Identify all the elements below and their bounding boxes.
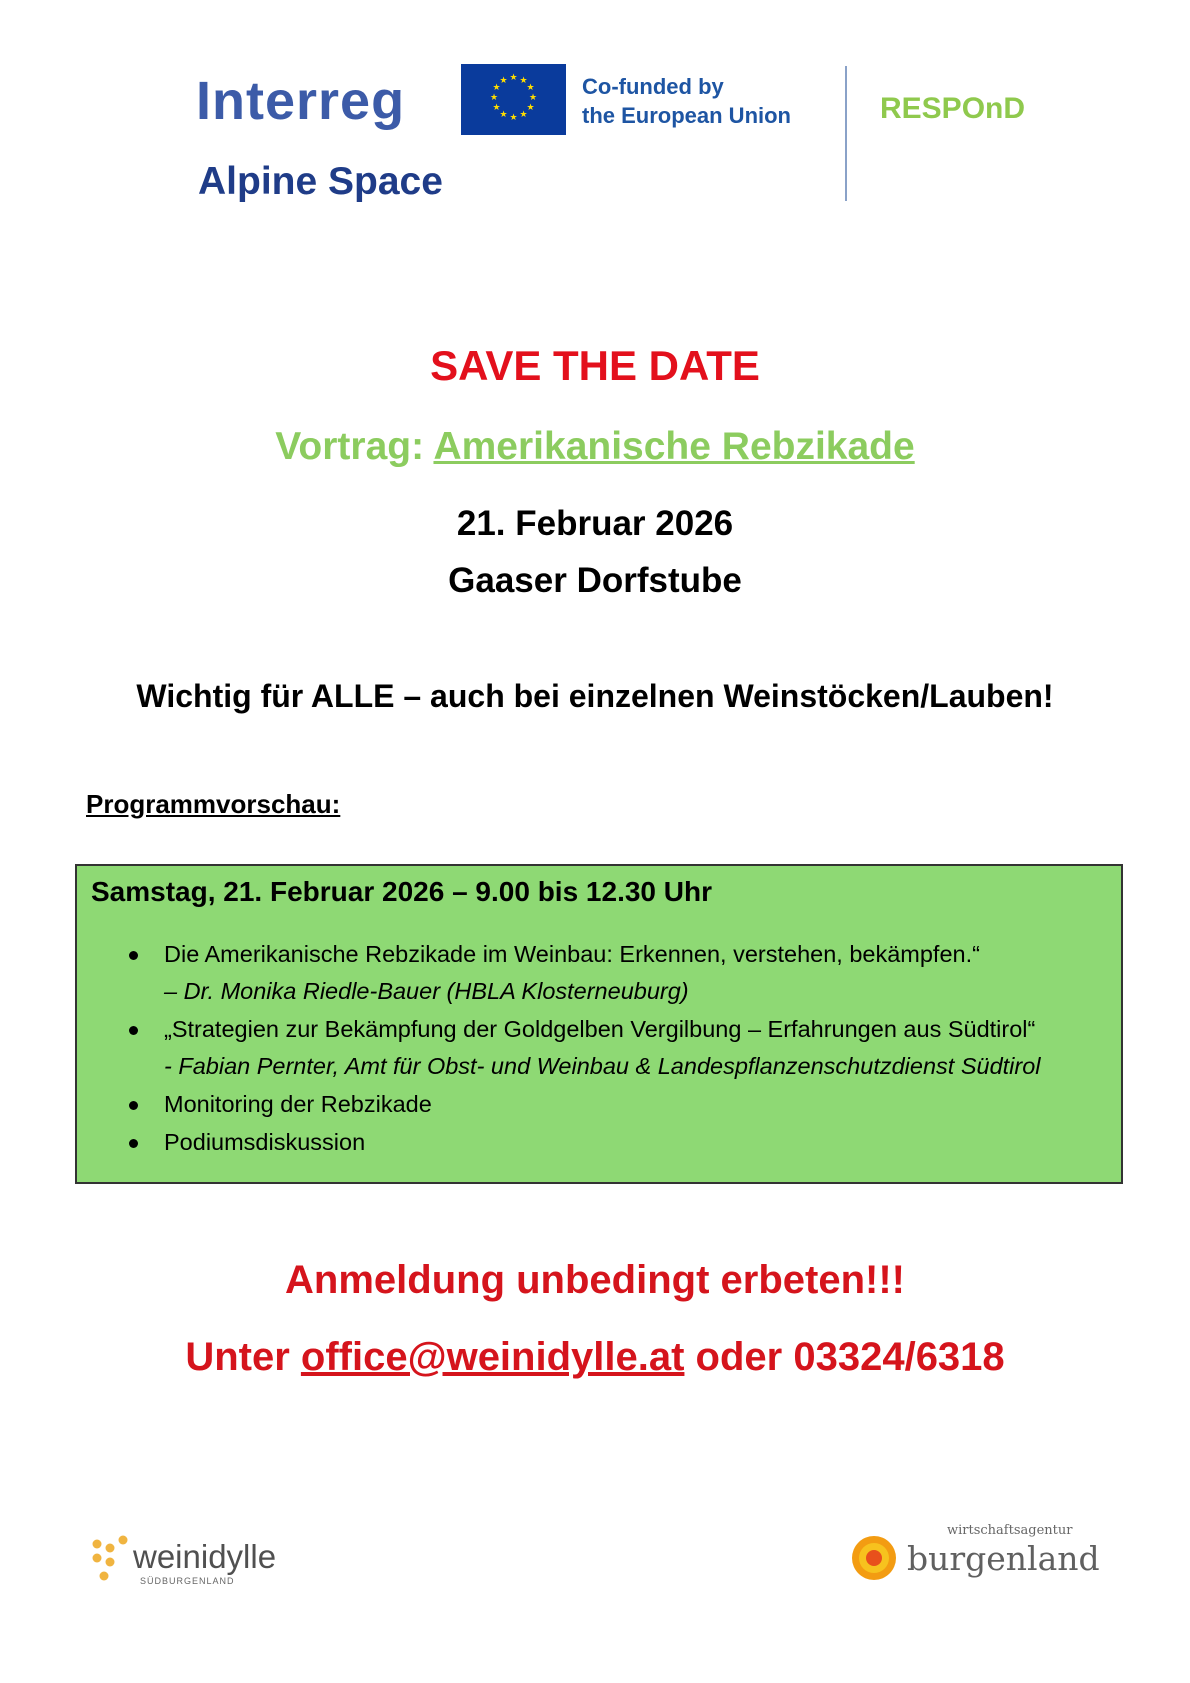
alpine-space-logo-text: Alpine Space xyxy=(198,160,443,203)
svg-text:★: ★ xyxy=(526,103,535,113)
wirtschaftsagentur-text: wirtschaftsagentur xyxy=(947,1523,1073,1538)
program-item-text: Die Amerikanische Rebzikade im Weinbau: Erkennen, verstehen, bekämpfen.“ xyxy=(164,941,980,967)
svg-text:★: ★ xyxy=(509,113,518,123)
burgenland-logo-text: burgenland xyxy=(907,1539,1100,1578)
program-item-speaker: – Dr. Monika Riedle-Bauer (HBLA Klosterneuburg) xyxy=(164,978,689,1004)
header-divider xyxy=(845,66,847,201)
registration-notice: Anmeldung unbedingt erbeten!!! xyxy=(285,1258,905,1302)
eu-flag-icon xyxy=(461,64,566,135)
program-box-title: Samstag, 21. Februar 2026 – 9.00 bis 12.30 Uhr xyxy=(91,876,713,907)
weinidylle-logo-text: weinidylle xyxy=(133,1538,277,1575)
svg-text:★: ★ xyxy=(492,83,501,93)
important-notice: Wichtig für ALLE – auch bei einzelnen Weinstöcken/Lauben! xyxy=(136,678,1054,714)
program-item-text: Podiumsdiskussion xyxy=(164,1129,366,1155)
bullet-icon xyxy=(129,951,138,960)
program-heading: Programmvorschau: xyxy=(86,789,341,819)
email-link[interactable]: office@weinidylle.at xyxy=(300,1335,685,1379)
svg-text:★: ★ xyxy=(499,76,508,86)
phone-number: 03324/6318 xyxy=(793,1335,1005,1379)
bullet-icon xyxy=(129,1026,138,1035)
respond-logo-text: RESPOnD xyxy=(880,92,1026,125)
weinidylle-grape-icon xyxy=(87,1534,137,1584)
event-date: 21. Februar 2026 xyxy=(456,504,734,543)
program-item xyxy=(77,1011,1121,1085)
program-item xyxy=(77,1086,1121,1123)
program-item-text: „Strategien zur Bekämpfung der Goldgelben Vergilbung – Erfahrungen aus Südtirol“ xyxy=(164,1016,1036,1042)
burgenland-sun-icon xyxy=(850,1534,898,1582)
save-the-date-heading: SAVE THE DATE xyxy=(430,342,760,389)
lecture-topic-link[interactable]: Amerikanische Rebzikade xyxy=(433,425,915,468)
program-item-text: Monitoring der Rebzikade xyxy=(164,1091,432,1117)
program-box xyxy=(75,864,1123,1184)
lecture-title xyxy=(0,425,1190,469)
interreg-logo-text: Interreg xyxy=(196,71,406,131)
lecture-prefix: Vortrag: xyxy=(275,425,434,468)
cofunded-line-2: the European Union xyxy=(582,103,791,128)
svg-text:★: ★ xyxy=(499,110,508,120)
bullet-icon xyxy=(129,1101,138,1110)
svg-text:★: ★ xyxy=(492,103,501,113)
svg-text:★: ★ xyxy=(509,73,518,83)
svg-text:★: ★ xyxy=(526,83,535,93)
svg-text:★: ★ xyxy=(528,93,538,103)
cofunded-eu-text xyxy=(582,72,791,130)
bullet-icon xyxy=(129,1139,138,1148)
registration-contact xyxy=(0,1335,1190,1380)
svg-text:★: ★ xyxy=(519,76,528,86)
cofunded-line-1: Co-funded by xyxy=(582,74,724,99)
event-venue: Gaaser Dorfstube xyxy=(448,561,742,600)
svg-text:★: ★ xyxy=(519,110,528,120)
weinidylle-subtitle: SÜDBURGENLAND xyxy=(140,1576,235,1586)
contact-middle: oder xyxy=(684,1335,794,1379)
program-item-speaker: - Fabian Pernter, Amt für Obst- und Weinbau & Landespflanzenschutzdienst Südtirol xyxy=(164,1053,1041,1079)
program-list xyxy=(77,936,1121,1162)
program-item xyxy=(77,1124,1121,1161)
program-item xyxy=(77,936,1121,1010)
contact-prefix: Unter xyxy=(185,1335,301,1379)
svg-text:★: ★ xyxy=(489,93,499,103)
